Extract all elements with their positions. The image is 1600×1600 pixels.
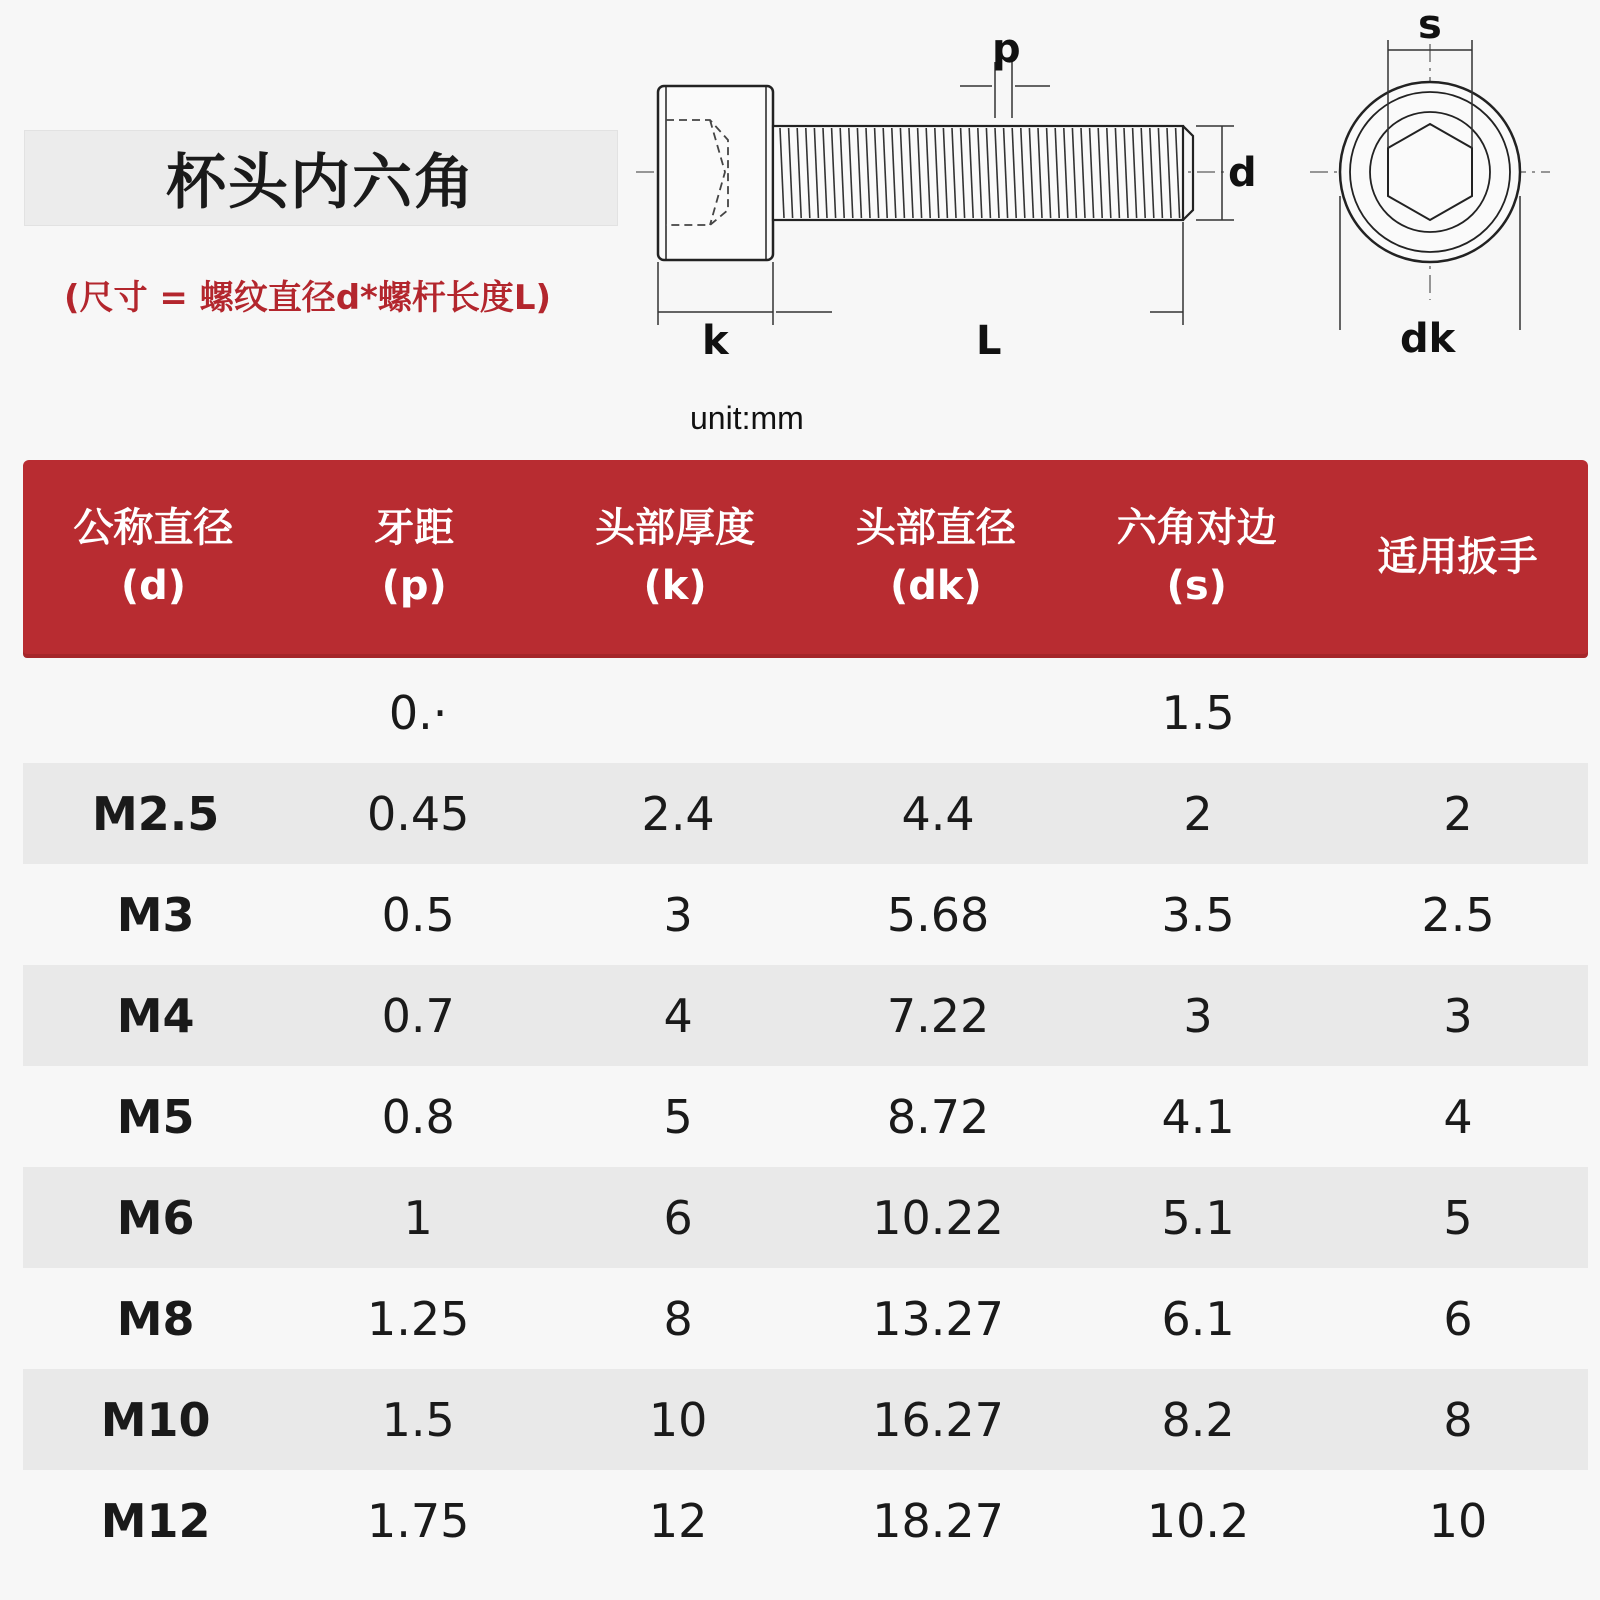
- table-cell: 5: [1443, 1190, 1473, 1245]
- table-cell: 2: [1443, 786, 1473, 841]
- table-row: [23, 1470, 1588, 1571]
- table-cell: M6: [116, 1190, 195, 1245]
- table-cell: 16.27: [872, 1392, 1004, 1447]
- table-cell: 5.68: [886, 887, 990, 942]
- table-cell: 0.7: [381, 988, 455, 1043]
- label-s: s: [1418, 2, 1442, 48]
- table-cell: 8: [663, 1291, 693, 1346]
- table-cell: 0.5: [381, 887, 455, 942]
- table-header: [23, 460, 1588, 654]
- table-cell: 1.75: [366, 1493, 470, 1548]
- table-cell: M2.5: [91, 786, 220, 841]
- table-cell: M5: [116, 1089, 195, 1144]
- col-header-head-height: 头部厚度 (k): [595, 505, 756, 609]
- table-cell: M4: [116, 988, 195, 1043]
- table-cell: 13.27: [872, 1291, 1004, 1346]
- table-cell: 2.4: [641, 786, 715, 841]
- page-title: 杯头内六角: [166, 148, 476, 218]
- screw-dimension-diagram: [630, 0, 1560, 380]
- table-cell: 10.22: [872, 1190, 1004, 1245]
- table-cell: 6.1: [1161, 1291, 1235, 1346]
- table-cell: 10.2: [1146, 1493, 1250, 1548]
- table-cell: 0.·: [388, 685, 448, 740]
- table-cell: 4.4: [901, 786, 975, 841]
- table-row: [23, 763, 1588, 864]
- table-cell: M8: [116, 1291, 195, 1346]
- table-row: [23, 1167, 1588, 1268]
- table-row: [23, 1066, 1588, 1167]
- label-L: L: [976, 318, 1002, 364]
- table-row: [23, 1369, 1588, 1470]
- table-row: [23, 965, 1588, 1066]
- table-cell: 5.1: [1161, 1190, 1235, 1245]
- table-cell: 8.2: [1161, 1392, 1235, 1447]
- table-cell: 4: [1443, 1089, 1473, 1144]
- table-cell: M3: [116, 887, 195, 942]
- table-cell: 0.8: [381, 1089, 455, 1144]
- label-p: p: [992, 26, 1021, 72]
- table-cell: 10: [648, 1392, 708, 1447]
- table-body: [23, 662, 1588, 1571]
- table-cell: 12: [648, 1493, 708, 1548]
- spec-table: [23, 460, 1588, 1571]
- label-k: k: [702, 318, 729, 364]
- col-header-hex-width: 六角对边 (s): [1116, 505, 1277, 609]
- size-formula-note: (尺寸 = 螺纹直径d*螺杆长度L): [64, 278, 552, 318]
- table-cell: 2.5: [1421, 887, 1495, 942]
- label-dk: dk: [1400, 316, 1456, 362]
- table-cell: 6: [1443, 1291, 1473, 1346]
- table-cell: 3: [1443, 988, 1473, 1043]
- unit-label: unit:mm: [690, 400, 804, 436]
- table-cell: 7.22: [886, 988, 990, 1043]
- table-row: [23, 864, 1588, 965]
- table-cell: M12: [100, 1493, 211, 1548]
- table-cell: 3: [1183, 988, 1213, 1043]
- table-cell: 4.1: [1161, 1089, 1235, 1144]
- table-cell: 8.72: [886, 1089, 990, 1144]
- title-banner: [24, 130, 618, 226]
- screw-head: [658, 86, 773, 260]
- table-cell: M10: [100, 1392, 211, 1447]
- table-cell: 6: [663, 1190, 693, 1245]
- table-cell: 1.5: [1161, 685, 1235, 740]
- table-cell: 10: [1428, 1493, 1488, 1548]
- table-cell: 2: [1183, 786, 1213, 841]
- table-cell: 4: [663, 988, 693, 1043]
- col-header-nominal-diameter: 公称直径 (d): [73, 505, 234, 609]
- table-row: [23, 662, 1588, 763]
- table-cell: 8: [1443, 1392, 1473, 1447]
- table-cell: 3: [663, 887, 693, 942]
- table-cell: 1.25: [366, 1291, 470, 1346]
- col-header-head-diameter: 头部直径 (dk): [855, 505, 1016, 609]
- table-cell: 1: [403, 1190, 433, 1245]
- table-row: [23, 1268, 1588, 1369]
- head-outer-circle: [1340, 82, 1520, 262]
- table-cell: 3.5: [1161, 887, 1235, 942]
- col-header-wrench-size: 适用扳手: [1377, 534, 1538, 580]
- label-d: d: [1228, 150, 1257, 196]
- col-header-pitch: 牙距 (p): [374, 505, 455, 609]
- table-cell: 0.45: [366, 786, 470, 841]
- table-cell: 18.27: [872, 1493, 1004, 1548]
- table-cell: 5: [663, 1089, 693, 1144]
- table-cell: 1.5: [381, 1392, 455, 1447]
